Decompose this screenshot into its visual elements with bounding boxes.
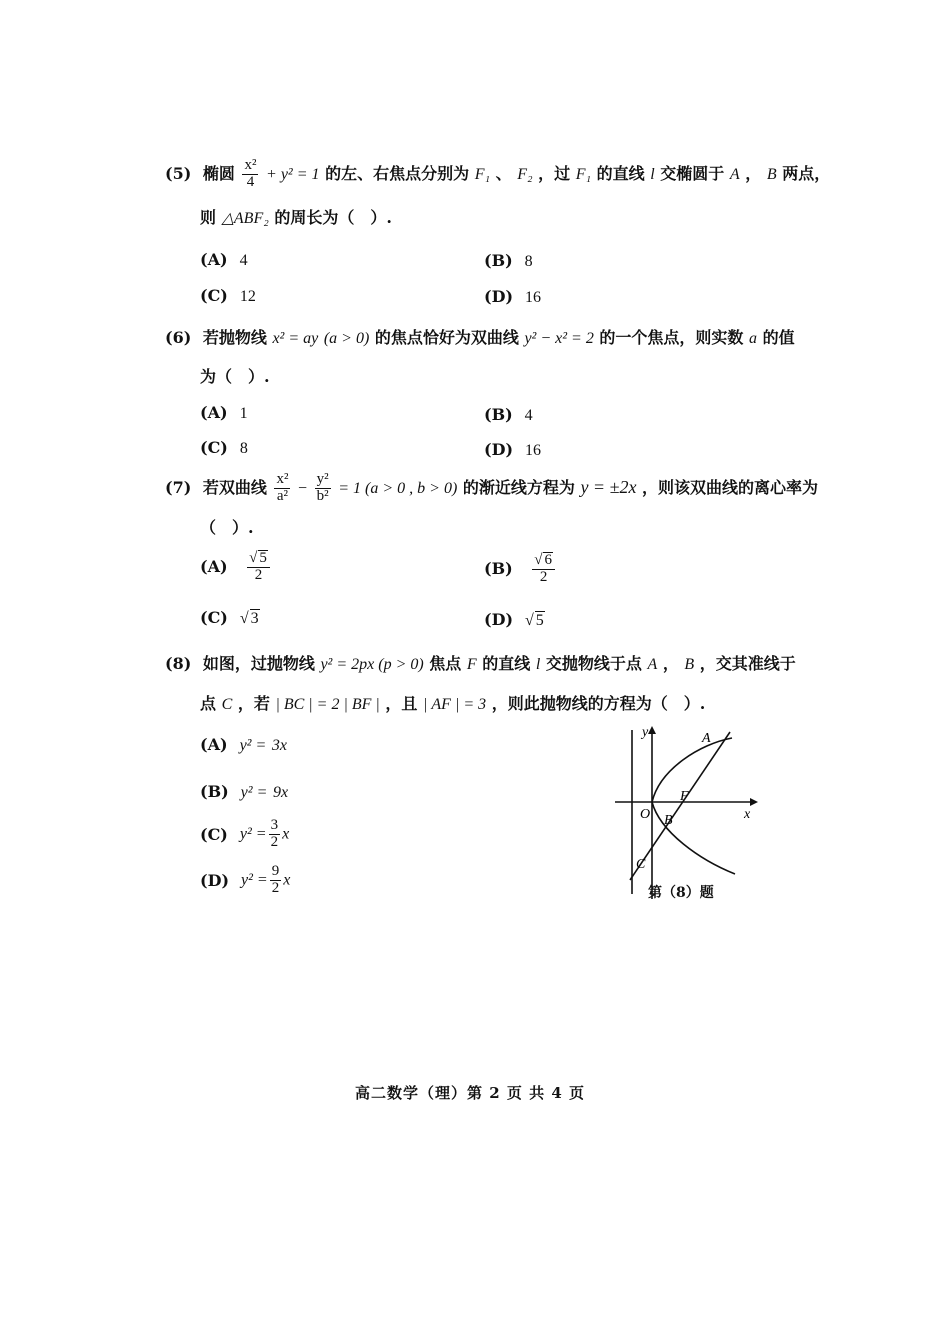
q7-math-b: y = ±2x (580, 476, 637, 497)
q7-text-c: ，则该双曲线的离心率为 (642, 477, 819, 497)
q7-fraction-2: $\frac{\text{y²}}{\text{b²}}$ (316, 471, 329, 504)
q5-fraction: $\frac{\text{x²}}{4}$ (244, 157, 257, 190)
q5-line2-b: 的周长为（ ）. (274, 208, 392, 227)
q5-text: 椭圆 (202, 163, 235, 183)
q5-option-d: (D) 16 (484, 287, 542, 306)
q7-option-a: (A) $\frac{√ 5}{2}$ (200, 550, 272, 584)
label-f: F (680, 789, 689, 804)
q6-number: (6) (165, 328, 192, 347)
q8-option-b: (B) y² = 9x (200, 782, 289, 801)
q6-line2 (200, 369, 270, 385)
q8-math-a: y² = 2px (p > 0) (320, 656, 424, 673)
q8-number: (8) (165, 654, 192, 673)
q5-comma: ， (745, 163, 762, 183)
q8-line2-b: ，若 (237, 694, 270, 713)
q8-text-b: 焦点 (429, 654, 462, 673)
y-axis-arrow (648, 726, 656, 734)
q6-line2-text: 为（ ）. (200, 367, 270, 386)
q5-text-e: 的直线 (596, 163, 645, 183)
label-b: B (664, 813, 673, 828)
q5-f1b: F₁ (575, 165, 592, 183)
q6-text-b: 的焦点恰好为双曲线 (374, 328, 519, 347)
q6-text-c: 的一个焦点，则实数 (599, 328, 744, 347)
q5-sep: 、 (495, 163, 512, 183)
q5-option-c: (C) 12 (200, 286, 256, 305)
label-y: y (642, 725, 649, 740)
q6-text-d: 的值 (762, 328, 795, 347)
q7-minus: − (298, 479, 308, 497)
page-footer: 高二数学（理）第 2 页 共 4 页 (355, 1084, 585, 1102)
q5-option-a: (A) 4 (200, 250, 248, 269)
q8-math-b: | BC | = 2 | BF | (275, 696, 380, 713)
q7-option-b: (B) $\frac{√ 6}{2}$ (484, 552, 557, 586)
q8-l: l (535, 656, 541, 673)
q6-math-a: x² = ay (272, 330, 319, 347)
q8-text-a: 如图，过抛物线 (202, 654, 315, 673)
q7-line2-text: （ ）. (200, 518, 254, 537)
q8-option-d: (D) y² = $\frac{9}{2}$ x (200, 863, 291, 896)
label-a: A (702, 731, 711, 746)
q6-option-c: (C) 8 (200, 438, 248, 457)
q5-f1: F₁ (474, 165, 491, 183)
q6-math-b: (a > 0) (323, 330, 370, 347)
q6-option-a: (A) 1 (200, 403, 248, 422)
q5-a: A (729, 165, 740, 183)
q6-line1 (165, 330, 795, 347)
q8-text-e: ，交其准线于 (699, 654, 796, 673)
q7-line1 (165, 472, 818, 505)
q5-b: B (766, 165, 777, 183)
q7-option-d: (D) √ 5 (484, 610, 544, 629)
q7-option-a-fraction: $\frac{√ 5}{2}$ (247, 550, 270, 584)
q5-l: l (650, 165, 655, 183)
q8-line2-a: 点 (200, 694, 217, 713)
q8-c: C (221, 696, 233, 713)
q8-line2 (200, 696, 705, 713)
q8-a: A (647, 656, 658, 673)
q6-math-c: y² − x² = 2 (524, 330, 594, 347)
q7-math-a: = 1 (a > 0 , b > 0) (338, 479, 458, 497)
q6-text-a: 若抛物线 (202, 328, 267, 347)
q5-text-f: 交椭圆于 (660, 163, 725, 183)
q7-number: (7) (165, 477, 192, 497)
q6-option-d: (D) 16 (484, 440, 542, 459)
q8-text-d: 交抛物线于点 (545, 654, 642, 673)
q6-option-b: (B) 4 (484, 405, 533, 424)
q5-number: (5) (165, 163, 192, 183)
q8-f: F (466, 656, 477, 673)
q5-line2 (200, 210, 392, 227)
q8-b: B (684, 656, 695, 673)
q8-comma: ， (662, 654, 679, 673)
q5-text-c: 的左、右焦点分别为 (325, 163, 470, 183)
q8-line2-d: ，则此抛物线的方程为（ ）. (491, 694, 706, 713)
q8-option-c-fraction: $\frac{3}{2}$ (270, 817, 279, 850)
q5-text-d: ，过 (538, 163, 571, 183)
label-c: C (636, 857, 646, 872)
q5-equation: + y² = 1 (266, 165, 320, 183)
q7-option-b-fraction: $\frac{√ 6}{2}$ (532, 552, 555, 586)
q8-option-a: (A) y² = 3x (200, 735, 287, 754)
q8-text-c: 的直线 (482, 654, 531, 673)
q5-option-b: (B) 8 (484, 251, 533, 270)
q8-option-c: (C) y² = $\frac{3}{2}$ x (200, 817, 290, 850)
q5-triangle: △ABF₂ (221, 210, 269, 227)
q7-fraction-1: $\frac{\text{x²}}{\text{a²}}$ (276, 471, 289, 504)
x-axis-arrow (750, 798, 758, 806)
q8-line1 (165, 656, 796, 673)
q8-option-d-fraction: $\frac{9}{2}$ (271, 863, 280, 896)
q7-text-a: 若双曲线 (202, 477, 267, 497)
q6-math-d: a (749, 330, 758, 347)
q7-line2 (200, 520, 254, 536)
q8-parabola-figure (610, 724, 760, 904)
q8-math-c: | AF | = 3 (423, 696, 487, 713)
label-x: x (744, 807, 751, 822)
q5-line2-a: 则 (200, 208, 217, 227)
q8-line2-c: ，且 (385, 694, 418, 713)
figure-caption: 第（8）题 (648, 885, 714, 901)
q5-text-g: 两点， (782, 163, 831, 183)
q7-text-b: 的渐近线方程为 (462, 477, 575, 497)
q5-f2: F₂ (517, 165, 533, 183)
label-o: O (640, 807, 651, 822)
q7-option-c: (C) √ 3 (200, 608, 259, 627)
parabola-curve (652, 738, 735, 874)
q5-line1 (165, 158, 830, 191)
